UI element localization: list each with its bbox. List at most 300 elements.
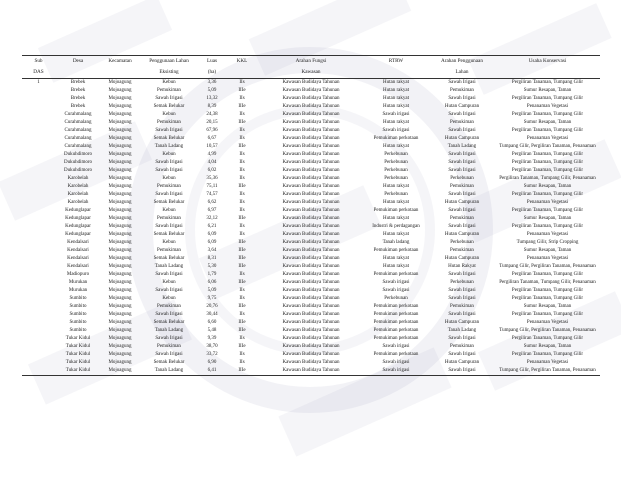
- cell-arahan-penggunaan: Pemukiman: [450, 120, 474, 125]
- cell-desa: Tukar Kidul: [65, 336, 91, 341]
- cell-penggunaan-lahan: Tanah Ladang: [154, 144, 184, 149]
- cell-luas: 33,72: [206, 352, 218, 357]
- table-row: [22, 239, 600, 247]
- cell-arahan-penggunaan: Sawah Irigasi: [448, 224, 476, 229]
- cell-arahan-fungsi: Kawasan Budidaya Tahunan: [282, 112, 340, 117]
- cell-arahan-fungsi: Kawasan Budidaya Tahunan: [282, 192, 340, 197]
- cell-arahan-fungsi: Kawasan Budidaya Tahunan: [282, 352, 340, 357]
- cell-usaha-konservasi: Sumur Resapan, Taman: [523, 120, 572, 125]
- cell-luas: 75,11: [206, 184, 218, 189]
- cell-kecamatan: Mojoagung: [108, 328, 132, 333]
- table-row: [22, 135, 600, 143]
- cell-desa: Karobelah: [67, 184, 89, 189]
- cell-desa: Sumbito: [69, 304, 87, 309]
- cell-arahan-penggunaan: Pemukiman: [450, 216, 474, 221]
- cell-sub-das: [22, 103, 55, 111]
- cell-arahan-penggunaan: Sawah Irigasi: [448, 128, 476, 133]
- cell-rtrw: Hutan rakyat: [383, 264, 409, 269]
- cell-arahan-fungsi: Kawasan Budidaya Tahunan: [282, 328, 340, 333]
- cell-desa: Kedunglapar: [65, 232, 91, 237]
- cell-arahan-fungsi: Kawasan Budidaya Tahunan: [282, 160, 340, 165]
- cell-arahan-penggunaan: Pemukiman: [450, 184, 474, 189]
- table-row: [22, 223, 600, 231]
- cell-arahan-fungsi: Kawasan Budidaya Tahunan: [282, 224, 340, 229]
- cell-desa: Kedunglapar: [65, 224, 91, 229]
- cell-arahan-fungsi: Kawasan Budidaya Tahunan: [282, 184, 340, 189]
- cell-kkl: IIIe: [238, 144, 246, 149]
- cell-kecamatan: Mojoagung: [108, 336, 132, 341]
- cell-luas: 38,70: [206, 344, 218, 349]
- cell-luas: 6,02: [207, 168, 217, 173]
- cell-penggunaan-lahan: Kebun: [162, 152, 176, 157]
- cell-sub-das: [22, 303, 55, 311]
- cell-kkl: IIs: [239, 208, 245, 213]
- cell-penggunaan-lahan: Semak Belukar: [153, 104, 185, 109]
- table-row: [22, 367, 600, 376]
- header-cell: Arahan Penggunaan: [429, 56, 495, 68]
- table-row: [22, 119, 600, 127]
- cell-kkl: IIs: [239, 360, 245, 365]
- cell-sub-das: [22, 327, 55, 335]
- cell-kecamatan: Mojoagung: [108, 144, 132, 149]
- cell-kkl: IIs: [239, 200, 245, 205]
- cell-arahan-penggunaan: Sawah Irigasi: [448, 160, 476, 165]
- cell-arahan-penggunaan: Pemukiman: [450, 88, 474, 93]
- cell-desa: Kendalsari: [67, 240, 89, 245]
- cell-desa: Brebek: [70, 80, 86, 85]
- cell-rtrw: Pemukiman perkotaan: [373, 320, 419, 325]
- table-row: [22, 199, 600, 207]
- header-cell: Lahan: [429, 67, 495, 79]
- cell-arahan-penggunaan: Pemukiman: [450, 344, 474, 349]
- cell-rtrw: Perkebunan: [384, 160, 408, 165]
- cell-luas: 35,36: [206, 176, 218, 181]
- cell-rtrw: Hutan rakyat: [383, 88, 409, 93]
- cell-usaha-konservasi: Pergiliran Tanaman, Tumpang Gilir: [511, 168, 584, 173]
- table-row: [22, 287, 600, 295]
- cell-kkl: IIs: [239, 192, 245, 197]
- cell-sub-das: [22, 95, 55, 103]
- cell-kkl: IIIe: [238, 328, 246, 333]
- cell-usaha-konservasi: Tumpang Gilir, Pergiliran Tanaman, Penanaman: [499, 264, 596, 269]
- cell-penggunaan-lahan: Semak Belukar: [153, 232, 185, 237]
- table-row: [22, 79, 600, 88]
- cell-penggunaan-lahan: Sawah Irigasi: [155, 288, 183, 293]
- table-row: [22, 87, 600, 95]
- cell-arahan-penggunaan: Sawah Irigasi: [448, 168, 476, 173]
- header-cell: [101, 67, 139, 79]
- cell-usaha-konservasi: Penanaman Vegetasi: [526, 256, 569, 261]
- cell-kecamatan: Mojoagung: [108, 304, 132, 309]
- cell-arahan-penggunaan: Pemukiman: [450, 304, 474, 309]
- cell-kecamatan: Mojoagung: [108, 312, 132, 317]
- cell-penggunaan-lahan: Pemukiman: [157, 184, 181, 189]
- cell-sub-das: [22, 119, 55, 127]
- cell-kkl: IIs: [239, 224, 245, 229]
- cell-penggunaan-lahan: Sawah Irigasi: [155, 352, 183, 357]
- header-cell: [495, 67, 600, 79]
- cell-desa: Madiopuro: [66, 272, 90, 277]
- cell-penggunaan-lahan: Tanah Ladang: [154, 328, 184, 333]
- cell-kecamatan: Mojoagung: [108, 264, 132, 269]
- cell-luas: 6,90: [207, 360, 217, 365]
- cell-usaha-konservasi: Pergiliran Tanaman, Tumpang Gilir: [511, 296, 584, 301]
- cell-arahan-fungsi: Kawasan Budidaya Tahunan: [259, 367, 363, 376]
- table-row: [22, 351, 600, 359]
- header-cell: DAS: [22, 67, 55, 79]
- cell-kecamatan: Mojoagung: [108, 184, 132, 189]
- table-row: [22, 263, 600, 271]
- cell-usaha-konservasi: Pergiliran Tanaman, Tumpang Gilir: [511, 288, 584, 293]
- cell-kecamatan: Mojoagung: [108, 272, 132, 277]
- cell-arahan-fungsi: Kawasan Budidaya Tahunan: [282, 104, 340, 109]
- cell-rtrw: Sawah irigasi: [363, 367, 429, 376]
- cell-usaha-konservasi: Pergiliran Tanaman, Tumpang Gilir: [511, 192, 584, 197]
- header-cell: [225, 67, 259, 79]
- cell-kecamatan: Mojoagung: [108, 240, 132, 245]
- cell-usaha-konservasi: Penanaman Vegetasi: [526, 200, 569, 205]
- cell-sub-das: [22, 319, 55, 327]
- cell-rtrw: Pemukiman perkotaan: [373, 208, 419, 213]
- cell-usaha-konservasi: Penanaman Vegetasi: [526, 320, 569, 325]
- cell-arahan-fungsi: Kawasan Budidaya Tahunan: [282, 200, 340, 205]
- cell-sub-das: [22, 351, 55, 359]
- cell-sub-das: [22, 231, 55, 239]
- cell-rtrw: Hutan rakyat: [383, 184, 409, 189]
- cell-sub-das: [22, 167, 55, 175]
- cell-kecamatan: Mojoagung: [108, 96, 132, 101]
- header-cell: RTRW: [363, 56, 429, 68]
- cell-arahan-fungsi: Kawasan Budidaya Tahunan: [282, 176, 340, 181]
- cell-penggunaan-lahan: Kebun: [162, 80, 176, 85]
- cell-rtrw: Sawah irigasi: [382, 128, 410, 133]
- cell-kecamatan: Mojoagung: [108, 104, 132, 109]
- cell-luas: 8,31: [207, 256, 217, 261]
- cell-arahan-fungsi: Kawasan Budidaya Tahunan: [282, 288, 340, 293]
- cell-desa: Kendalsari: [67, 256, 89, 261]
- cell-rtrw: Hutan rakyat: [383, 232, 409, 237]
- cell-sub-das: [22, 367, 55, 376]
- cell-penggunaan-lahan: Sawah Irigasi: [155, 336, 183, 341]
- cell-rtrw: Pemukiman perkotaan: [373, 136, 419, 141]
- cell-penggunaan-lahan: Pemukiman: [157, 120, 181, 125]
- cell-penggunaan-lahan: Kebun: [162, 208, 176, 213]
- cell-penggunaan-lahan: Pemukiman: [157, 248, 181, 253]
- cell-luas: 8,39: [207, 104, 217, 109]
- cell-arahan-penggunaan: Hutan Campuran: [444, 256, 480, 261]
- cell-arahan-penggunaan: Sawah Irigasi: [448, 312, 476, 317]
- cell-luas: 6,06: [207, 280, 217, 285]
- cell-kecamatan: Mojoagung: [101, 367, 139, 376]
- cell-rtrw: Sawah irigasi: [382, 360, 410, 365]
- cell-arahan-fungsi: Kawasan Budidaya Tahunan: [282, 216, 340, 221]
- cell-sub-das: [22, 287, 55, 295]
- cell-arahan-penggunaan: Sawah Irigasi: [448, 352, 476, 357]
- cell-luas: 30,44: [206, 312, 218, 317]
- cell-usaha-konservasi: Sumur Resapan, Taman: [523, 344, 572, 349]
- cell-arahan-penggunaan: Hutan Campuran: [444, 320, 480, 325]
- cell-desa: Kendalsari: [67, 248, 89, 253]
- cell-luas: 20,15: [206, 120, 218, 125]
- cell-arahan-penggunaan: Hutan Rakyat: [448, 264, 476, 269]
- cell-usaha-konservasi: Penanaman Vegetasi: [526, 104, 569, 109]
- header-row-1: [22, 56, 600, 68]
- cell-rtrw: Tanah ladang: [382, 240, 410, 245]
- cell-arahan-fungsi: Kawasan Budidaya Tahunan: [282, 232, 340, 237]
- table-row: [22, 231, 600, 239]
- cell-arahan-fungsi: Kawasan Budidaya Tahunan: [282, 240, 340, 245]
- cell-kkl: IIIe: [238, 104, 246, 109]
- table-row: [22, 343, 600, 351]
- cell-usaha-konservasi: Tumpang Gilir, Pergiliran Tanaman, Penanaman: [499, 144, 596, 149]
- cell-rtrw: Sawah irigasi: [382, 112, 410, 117]
- cell-arahan-fungsi: Kawasan Budidaya Tahunan: [282, 272, 340, 277]
- cell-desa: Curahmalang: [64, 112, 92, 117]
- cell-desa: Kedunglapar: [65, 216, 91, 221]
- table-row: [22, 215, 600, 223]
- cell-kecamatan: Mojoagung: [108, 280, 132, 285]
- cell-arahan-fungsi: Kawasan Budidaya Tahunan: [282, 248, 340, 253]
- cell-penggunaan-lahan: Sawah Irigasi: [155, 128, 183, 133]
- cell-kecamatan: Mojoagung: [108, 216, 132, 221]
- cell-sub-das: [22, 183, 55, 191]
- cell-usaha-konservasi: Pergiliran Tanaman, Tumpang Gilir: [511, 96, 584, 101]
- header-cell: [363, 67, 429, 79]
- cell-sub-das: [22, 87, 55, 95]
- cell-desa: Tukar Kidul: [65, 360, 91, 365]
- cell-rtrw: Hutan rakyat: [383, 120, 409, 125]
- cell-rtrw: Pemukiman perkotaan: [373, 312, 419, 317]
- cell-kkl: IIs: [239, 232, 245, 237]
- cell-desa: Karobelah: [67, 200, 89, 205]
- cell-kkl: IIs: [239, 152, 245, 157]
- cell-penggunaan-lahan: Kebun: [162, 176, 176, 181]
- cell-sub-das: [22, 175, 55, 183]
- header-cell: Kawasan: [259, 67, 363, 79]
- cell-arahan-penggunaan: Sawah Irigasi: [448, 96, 476, 101]
- cell-kkl: IIs: [239, 352, 245, 357]
- cell-penggunaan-lahan: Kebun: [162, 240, 176, 245]
- cell-rtrw: Perkebunan: [384, 168, 408, 173]
- cell-penggunaan-lahan: Sawah Irigasi: [155, 312, 183, 317]
- cell-rtrw: Hutan rakyat: [383, 256, 409, 261]
- cell-penggunaan-lahan: Tanah Ladang: [139, 367, 199, 376]
- cell-sub-das: [22, 191, 55, 199]
- cell-arahan-penggunaan: Hutan Campuran: [444, 200, 480, 205]
- cell-rtrw: Hutan rakyat: [383, 96, 409, 101]
- cell-sub-das: [22, 255, 55, 263]
- cell-sub-das: [22, 279, 55, 287]
- cell-penggunaan-lahan: Pemukiman: [157, 216, 181, 221]
- cell-desa: Murukan: [68, 288, 88, 293]
- cell-arahan-penggunaan: Perkebunan: [450, 176, 474, 181]
- cell-arahan-fungsi: Kawasan Budidaya Tahunan: [282, 360, 340, 365]
- cell-usaha-konservasi: Pergiliran Tanaman, Tumpang Gilir, Penanaman: [499, 176, 596, 181]
- cell-kecamatan: Mojoagung: [108, 352, 132, 357]
- cell-rtrw: Perkebunan: [384, 296, 408, 301]
- cell-rtrw: Perkebunan: [384, 152, 408, 157]
- cell-sub-das: [22, 223, 55, 231]
- cell-arahan-fungsi: Kawasan Budidaya Tahunan: [282, 208, 340, 213]
- cell-kkl: IIIe: [238, 216, 246, 221]
- cell-arahan-fungsi: Kawasan Budidaya Tahunan: [282, 96, 340, 101]
- cell-kecamatan: Mojoagung: [108, 160, 132, 165]
- cell-arahan-fungsi: Kawasan Budidaya Tahunan: [282, 304, 340, 309]
- cell-luas: 5,09: [207, 288, 217, 293]
- cell-luas: 3,36: [207, 80, 217, 85]
- cell-luas: 6,62: [207, 200, 217, 205]
- cell-arahan-fungsi: Kawasan Budidaya Tahunan: [282, 264, 340, 269]
- cell-rtrw: Hutan rakyat: [383, 200, 409, 205]
- cell-kkl: IIs: [239, 312, 245, 317]
- table-row: [22, 167, 600, 175]
- cell-kecamatan: Mojoagung: [108, 224, 132, 229]
- cell-luas: 24,38: [206, 112, 218, 117]
- cell-usaha-konservasi: Pergiliran Tanaman, Tumpang Gilir: [511, 160, 584, 165]
- cell-usaha-konservasi: Sumur Resapan, Taman: [523, 184, 572, 189]
- cell-luas: 6,60: [207, 320, 217, 325]
- cell-rtrw: Hutan rakyat: [383, 104, 409, 109]
- table-row: [22, 271, 600, 279]
- cell-luas: 9,75: [207, 296, 217, 301]
- cell-rtrw: Pemukiman perkotaan: [373, 352, 419, 357]
- cell-kkl: IIIe: [238, 280, 246, 285]
- cell-kkl: IIIe: [238, 248, 246, 253]
- cell-usaha-konservasi: Sumur Resapan, Taman: [523, 88, 572, 93]
- cell-kkl: IIIe: [238, 320, 246, 325]
- table-row: [22, 191, 600, 199]
- header-cell: Luas: [199, 56, 225, 68]
- cell-kkl: IIIe: [238, 264, 246, 269]
- cell-desa: Curahmalang: [64, 120, 92, 125]
- header-cell: Sub: [22, 56, 55, 68]
- cell-sub-das: [22, 143, 55, 151]
- cell-kkl: IIs: [239, 168, 245, 173]
- cell-arahan-fungsi: Kawasan Budidaya Tahunan: [282, 256, 340, 261]
- cell-desa: Sumbito: [69, 296, 87, 301]
- cell-sub-das: [22, 263, 55, 271]
- cell-luas: 5,30: [207, 264, 217, 269]
- cell-penggunaan-lahan: Kebun: [162, 296, 176, 301]
- cell-sub-das: [22, 159, 55, 167]
- cell-kkl: IIIe: [238, 120, 246, 125]
- cell-kecamatan: Mojoagung: [108, 120, 132, 125]
- cell-arahan-fungsi: Kawasan Budidaya Tahunan: [282, 296, 340, 301]
- cell-kkl: IIIe: [238, 184, 246, 189]
- cell-kkl: IIIe: [238, 344, 246, 349]
- cell-usaha-konservasi: Penanaman Vegetasi: [526, 232, 569, 237]
- cell-usaha-konservasi: Pergiliran Tanaman, Tumpang Gilir: [511, 80, 584, 85]
- cell-arahan-penggunaan: Sawah Irigasi: [448, 192, 476, 197]
- cell-kecamatan: Mojoagung: [108, 256, 132, 261]
- cell-usaha-konservasi: Tumpang Gilir, Strip Cropping: [516, 240, 579, 245]
- cell-kecamatan: Mojoagung: [108, 152, 132, 157]
- cell-sub-das: [22, 207, 55, 215]
- cell-luas: 5,48: [207, 328, 217, 333]
- cell-arahan-penggunaan: Tanah Ladang: [447, 328, 477, 333]
- cell-arahan-penggunaan: Pemukiman: [450, 248, 474, 253]
- cell-penggunaan-lahan: Tanah Ladang: [154, 264, 184, 269]
- cell-penggunaan-lahan: Sawah Irigasi: [155, 272, 183, 277]
- cell-rtrw: Perkebunan: [384, 192, 408, 197]
- cell-rtrw: Pemukiman perkotaan: [373, 336, 419, 341]
- cell-kkl: IIs: [239, 96, 245, 101]
- cell-sub-das: [22, 151, 55, 159]
- table-row: [22, 255, 600, 263]
- table-row: [22, 159, 600, 167]
- header-cell: Arahan Fungsi: [259, 56, 363, 68]
- cell-arahan-penggunaan: Sawah Irigasi: [448, 336, 476, 341]
- cell-luas: 6,09: [207, 232, 217, 237]
- cell-usaha-konservasi: Sumur Resapan, Taman: [523, 304, 572, 309]
- cell-luas: 32,12: [206, 216, 218, 221]
- table-row: [22, 175, 600, 183]
- cell-sub-das: [22, 295, 55, 303]
- table-row: [22, 295, 600, 303]
- cell-luas: 9,39: [207, 336, 217, 341]
- cell-desa: Murukan: [68, 280, 88, 285]
- cell-arahan-fungsi: Kawasan Budidaya Tahunan: [282, 168, 340, 173]
- cell-rtrw: Pemukiman perkotaan: [373, 248, 419, 253]
- cell-desa: Sumbito: [69, 328, 87, 333]
- cell-kkl: IIs: [239, 112, 245, 117]
- cell-arahan-penggunaan: Hutan Campuran: [444, 104, 480, 109]
- cell-arahan-penggunaan: Sawah Irigasi: [448, 296, 476, 301]
- cell-kecamatan: Mojoagung: [108, 80, 132, 85]
- cell-kkl: IIs: [239, 176, 245, 181]
- cell-sub-das: [22, 335, 55, 343]
- cell-penggunaan-lahan: Semak Belukar: [153, 320, 185, 325]
- header-cell: KKL: [225, 56, 259, 68]
- header-cell: Desa: [55, 56, 101, 68]
- cell-sub-das: [22, 343, 55, 351]
- cell-arahan-penggunaan: Sawah Irigasi: [448, 80, 476, 85]
- cell-arahan-penggunaan: Tanah Ladang: [447, 144, 477, 149]
- cell-kkl: IIIe: [225, 367, 259, 376]
- cell-desa: Brebek: [70, 96, 86, 101]
- cell-arahan-penggunaan: Perkebunan: [450, 240, 474, 245]
- cell-sub-das: [22, 135, 55, 143]
- cell-usaha-konservasi: Pergiliran Tanaman, Tumpang Gilir: [511, 208, 584, 213]
- cell-arahan-penggunaan: Sawah Irigasi: [448, 152, 476, 157]
- cell-rtrw: Pemukiman perkotaan: [373, 328, 419, 333]
- cell-usaha-konservasi: Pergiliran Tanaman, Tumpang Gilir: [511, 272, 584, 277]
- cell-kkl: IIs: [239, 128, 245, 133]
- cell-desa: Sumbito: [69, 312, 87, 317]
- cell-penggunaan-lahan: Sawah Irigasi: [155, 160, 183, 165]
- cell-usaha-konservasi: Tumpang Gilir, Pergiliran Tanaman, Penanaman: [495, 367, 600, 376]
- cell-kecamatan: Mojoagung: [108, 112, 132, 117]
- cell-sub-das: [22, 311, 55, 319]
- cell-desa: Dukuhdimoro: [63, 160, 93, 165]
- cell-sub-das: [22, 247, 55, 255]
- cell-arahan-fungsi: Kawasan Budidaya Tahunan: [282, 152, 340, 157]
- table-row: [22, 207, 600, 215]
- cell-usaha-konservasi: Penanaman Vegetasi: [526, 136, 569, 141]
- cell-desa: Curahmalang: [64, 128, 92, 133]
- cell-desa: Brebek: [70, 104, 86, 109]
- cell-desa: Sumbito: [69, 320, 87, 325]
- cell-desa: Karobelah: [67, 192, 89, 197]
- cell-kkl: IIs: [239, 80, 245, 85]
- table-row: [22, 143, 600, 151]
- cell-desa: Curahmalang: [64, 136, 92, 141]
- cell-arahan-fungsi: Kawasan Budidaya Tahunan: [282, 312, 340, 317]
- cell-luas: 3,64: [207, 248, 217, 253]
- cell-usaha-konservasi: Sumur Resapan, Taman: [523, 216, 572, 221]
- table-row: [22, 319, 600, 327]
- cell-kecamatan: Mojoagung: [108, 88, 132, 93]
